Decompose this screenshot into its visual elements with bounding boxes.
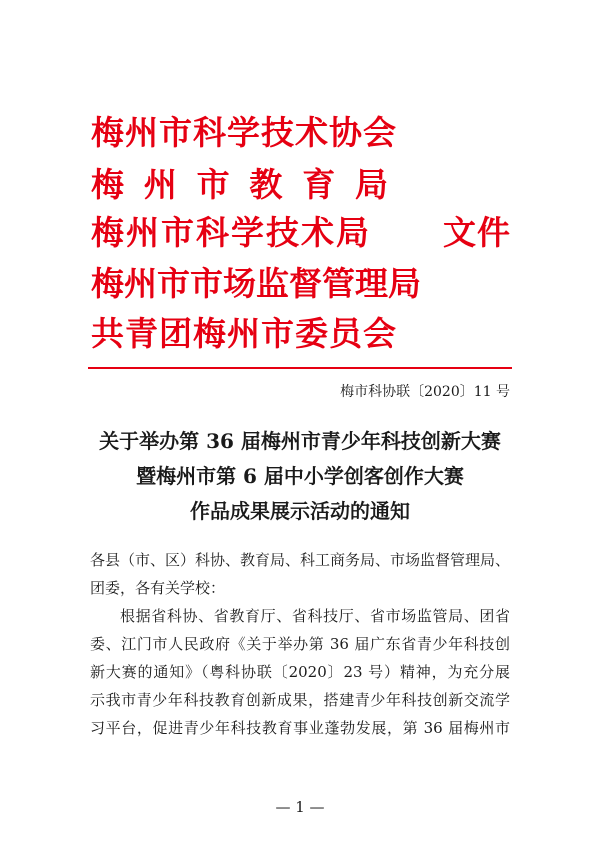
body-text-line: 根据省科协、省教育厅、省科技厅、省市场监管局、团省 xyxy=(120,607,510,625)
body-text-line: 委、江门市人民政府《关于举办第 36 届广东省青少年科技创 xyxy=(90,635,510,653)
body-text-line: 示我市青少年科技教育创新成果，搭建青少年科技创新交流学 xyxy=(90,691,510,709)
issuer-name: 梅州市教育局 xyxy=(91,165,408,204)
document-label: 文件 xyxy=(443,213,511,252)
body-text-line: 新大赛的通知》（粤科协联〔2020〕23 号）精神，为充分展 xyxy=(90,663,510,681)
document-number: 梅市科协联〔2020〕11 号 xyxy=(340,384,510,400)
body-text-line: 习平台，促进青少年科技教育事业蓬勃发展，第 36 届梅州市 xyxy=(90,719,510,737)
addressee-line: 团委，各有关学校： xyxy=(90,579,226,597)
header-divider xyxy=(88,367,512,369)
issuer-name: 梅州市科学技术局 xyxy=(91,213,371,252)
addressee-line: 各县（市、区）科协、教育局、科工商务局、市场监督管理局、 xyxy=(90,551,511,569)
issuer-name: 梅州市科学技术协会 xyxy=(91,113,397,152)
notice-title-line: 暨梅州市第 6 届中小学创客创作大赛 xyxy=(136,464,464,488)
issuer-name: 共青团梅州市委员会 xyxy=(91,314,397,353)
issuer-name: 梅州市市场监督管理局 xyxy=(91,264,421,303)
notice-title-line: 关于举办第 36 届梅州市青少年科技创新大赛 xyxy=(99,429,501,453)
page-number: — 1 — xyxy=(275,798,325,816)
notice-title-line: 作品成果展示活动的通知 xyxy=(190,499,410,523)
